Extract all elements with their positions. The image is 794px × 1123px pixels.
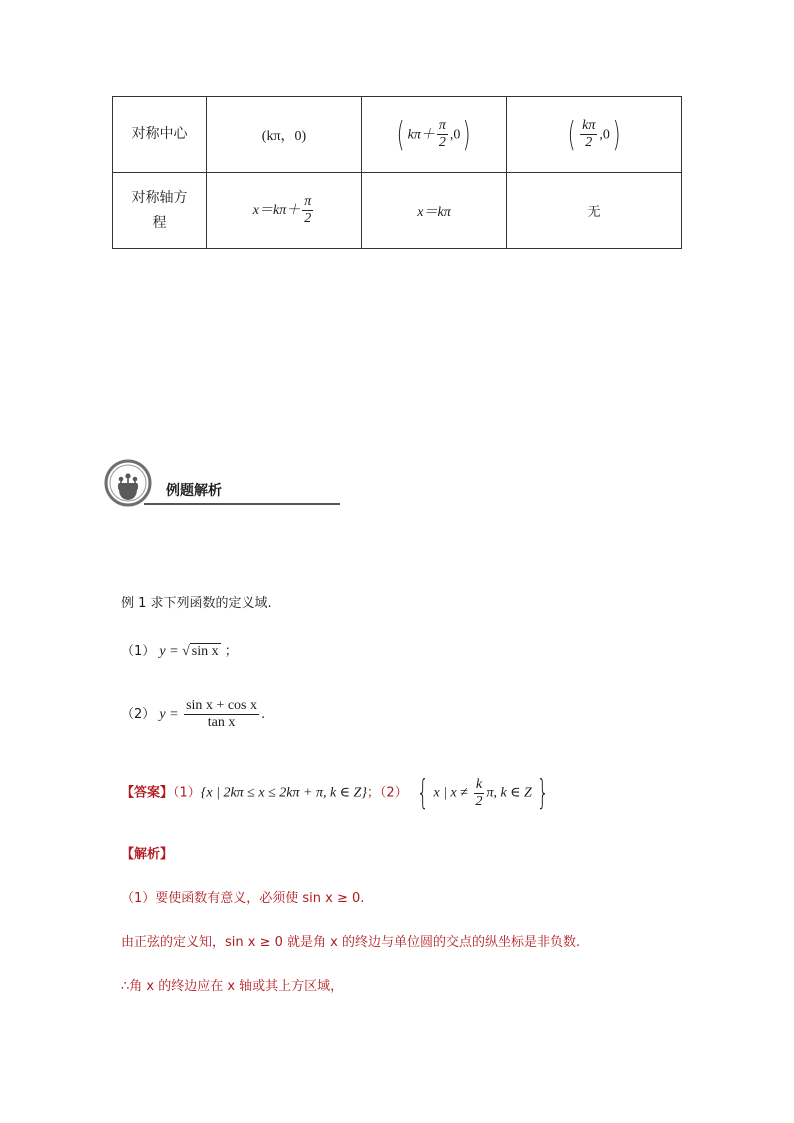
trig-properties-table — [112, 96, 682, 249]
answer-tag: 【答案】 — [121, 785, 174, 801]
analysis-step-3: ∴角 x 的终边应在 x 轴或其上方区域， — [121, 979, 344, 994]
cell-tan-center: ( $\frac{k\pi}{2}$ ,0) — [507, 97, 682, 173]
crown-head-badge-icon — [104, 459, 152, 507]
answer-set-1: {x | 2kπ ≤ x ≤ 2kπ + π, k ∈ Z} — [200, 785, 367, 801]
question-2: （2） y = $\frac{\text{sin x + cos x}}{\text{tan x}}$ . — [121, 698, 266, 730]
cell-sin-center: (kπ，0) — [207, 97, 362, 173]
cell-tan-axis: 无 — [507, 173, 682, 249]
question-1: （1） y = √ sin x ； — [121, 643, 238, 659]
analysis-step-1: （1）要使函数有意义，必须使 sin x ≥ 0. — [121, 891, 365, 906]
table-row — [113, 173, 682, 249]
row-header-symmetry-axis: 对称轴方 程 — [113, 173, 207, 249]
table-row — [113, 97, 682, 173]
analysis-step-2: 由正弦的定义知，sin x ≥ 0 就是角 x 的终边与单位圆的交点的纵坐标是非负数. — [121, 935, 581, 950]
sqrt-expression: √ sin x — [182, 643, 219, 659]
cell-cos-center: ( kπ＋ $\frac{\pi}{2}$ ,0) — [362, 97, 507, 173]
section-title: 例题解析 — [166, 483, 222, 499]
analysis-tag: 【解析】 — [121, 847, 174, 862]
answer-line: 【答案】（1）{x | 2kπ ≤ x ≤ 2kπ + π, k ∈ Z}；（2） { x | x ≠ $\frac{k}{2}$ π, k ∈ Z } — [121, 773, 549, 813]
row-header-symmetry-center: 对称中心 — [113, 97, 207, 173]
section-underline — [144, 503, 340, 505]
cell-cos-axis: x＝kπ — [362, 173, 507, 249]
example-prompt: 例 1 求下列函数的定义域. — [121, 596, 272, 611]
section-header — [104, 459, 236, 507]
cell-sin-axis: x＝kπ＋ $\frac{\pi}{2}$ — [207, 173, 362, 249]
